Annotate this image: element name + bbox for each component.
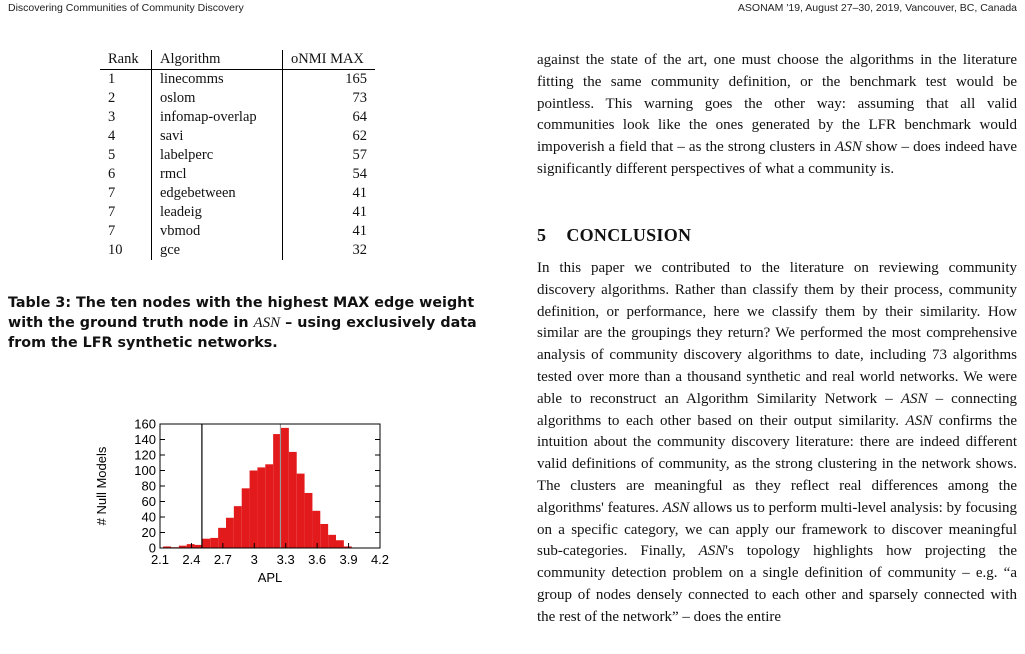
y-tick-label: 160 — [134, 416, 156, 432]
onmi-cell: 54 — [352, 166, 367, 182]
histogram-bar — [265, 464, 273, 548]
table-row — [100, 222, 375, 241]
onmi-cell: 62 — [352, 128, 367, 144]
table-caption — [8, 293, 496, 353]
conclusion-italic-3: ASN — [662, 499, 690, 516]
histogram-bar — [281, 428, 289, 548]
conclusion-text-e: 's topology highlights how projecting the community detection problem on a single definition of community – e.g. “a group of nodes densely connected to each other and sparsely connected with the rest of the network” – does the entire — [537, 543, 1017, 625]
caption-text-end: – using exclusively data from the LFR synthetic networks. — [8, 315, 477, 351]
table-row — [100, 70, 375, 90]
histogram-bar — [202, 539, 210, 548]
algorithm-cell: labelperc — [152, 146, 283, 165]
table-row — [100, 127, 375, 146]
para1-end: show – does indeed have significantly different perspectives of what a community is. — [537, 139, 1017, 177]
table-header-row — [100, 50, 375, 70]
y-tick-label: 100 — [134, 463, 156, 478]
algorithm-cell: leadeig — [152, 203, 283, 222]
conclusion-text-b: – connecting algorithms to each other based on their output similarity. — [537, 390, 1017, 429]
x-tick-label: 4.2 — [370, 552, 390, 567]
table-row — [100, 203, 375, 222]
conclusion-italic-2: ASN — [905, 412, 933, 429]
histogram-bar — [305, 493, 313, 548]
histogram-bar — [234, 506, 242, 548]
histogram-bar — [336, 540, 344, 548]
running-header-venue: ASONAM '19, August 27–30, 2019, Vancouver, BC, Canada — [737, 2, 1017, 14]
x-tick-label: 3 — [250, 552, 258, 567]
algorithm-cell: savi — [152, 127, 283, 146]
caption-italic: ASN — [253, 315, 281, 331]
histogram-bar — [289, 452, 297, 548]
y-tick-label: 0 — [148, 540, 156, 556]
onmi-cell: 57 — [352, 147, 367, 163]
paragraph-benchmark-warning — [537, 50, 1017, 181]
conclusion-text-c: confirms the intuition about the community discovery literature: there are indeed different valid definitions of community, as the strong clustering in the network shows. The clusters are meaningful as they reflect real differences among the algorithms' features. — [537, 412, 1017, 516]
histogram-bar — [187, 544, 195, 548]
histogram-bar — [328, 535, 336, 548]
rank-cell: 7 — [100, 184, 152, 203]
section-title: CONCLUSION — [566, 225, 692, 245]
paragraph-conclusion — [537, 258, 1017, 629]
x-tick-label: 3.9 — [339, 552, 358, 567]
x-tick-label: 2.1 — [150, 552, 170, 567]
conclusion-text-a: In this paper we contributed to the literature on reviewing community discovery algorithms. Rather than classify them by their process, community definition, or performance, here we classify them by their similarity. How similar are the groupings they return? We performed the most comprehensive analysis of community discovery algorithms to date, including 73 algorithms tested over more than a thousand synthetic and real world networks. We were able to reconstruct an Algorithm Similarity Network – — [537, 260, 1017, 407]
rank-cell: 7 — [100, 222, 152, 241]
histogram-bar — [242, 488, 250, 548]
algorithm-cell: linecomms — [152, 70, 283, 90]
algorithm-cell: oslom — [152, 89, 283, 108]
rank-cell: 7 — [100, 203, 152, 222]
table-row — [100, 184, 375, 203]
rank-cell: 6 — [100, 165, 152, 184]
histogram-bar — [257, 467, 265, 548]
histogram-bar — [320, 524, 328, 548]
caption-text: Table 3: The ten nodes with the highest MAX edge weight with the ground truth node in — [8, 295, 475, 331]
conclusion-italic-1: ASN — [900, 390, 928, 407]
onmi-cell: 41 — [352, 223, 367, 239]
x-tick-label: 2.7 — [213, 552, 232, 567]
table-row — [100, 241, 375, 260]
rank-cell: 5 — [100, 146, 152, 165]
rank-cell: 1 — [100, 70, 152, 90]
rank-cell: 3 — [100, 108, 152, 127]
algorithm-cell: vbmod — [152, 222, 283, 241]
para1-italic: ASN — [835, 139, 862, 156]
conclusion-italic-4: ASN — [698, 543, 726, 560]
running-header-title: Discovering Communities of Community Discovery — [8, 2, 244, 14]
algorithm-cell: gce — [152, 241, 283, 260]
onmi-cell: 73 — [352, 90, 367, 106]
onmi-cell: 165 — [345, 71, 367, 87]
y-tick-label: 40 — [141, 509, 156, 525]
para1-text: against the state of the art, one must choose the algorithms in the literature fitting the same community definition, or the benchmark test would be pointless. This warning goes the other way: assuming that all valid communities look like the ones generated by the LFR benchmark would impoverish a field that – as the strong clusters in — [537, 52, 1017, 156]
apl-histogram — [80, 410, 410, 585]
y-axis-label: # Null Models — [94, 446, 109, 526]
x-axis-label: APL — [257, 570, 283, 585]
x-tick-label: 3.3 — [276, 552, 295, 567]
section-number: 5 — [537, 225, 547, 245]
table-row — [100, 146, 375, 165]
x-tick-label: 2.4 — [182, 552, 201, 567]
histogram-bar — [210, 538, 218, 548]
histogram-bar — [250, 471, 258, 549]
table-row — [100, 89, 375, 108]
column-header-rank: Rank — [100, 50, 152, 70]
algorithm-cell: edgebetween — [152, 184, 283, 203]
section-heading-conclusion — [537, 225, 691, 246]
conclusion-text-d: allows us to perform multi-level analysis: by focusing on a specific category, we can apply our framework to discover meaningful sub-categories. Finally, — [537, 499, 1017, 560]
onmi-cell: 41 — [352, 185, 367, 201]
histogram-bar — [312, 511, 320, 548]
histogram-bar — [226, 518, 234, 548]
column-header-onmi: oNMI MAX — [283, 50, 376, 70]
rank-cell: 10 — [100, 241, 152, 260]
histogram-bars — [163, 428, 352, 548]
algorithm-cell: rmcl — [152, 165, 283, 184]
y-tick-label: 20 — [141, 525, 156, 540]
histogram-bar — [273, 434, 281, 548]
histogram-bar — [218, 528, 226, 548]
rank-cell: 4 — [100, 127, 152, 146]
y-tick-label: 80 — [141, 478, 156, 494]
onmi-cell: 64 — [352, 109, 367, 125]
histogram-bar — [297, 474, 305, 548]
x-tick-label: 3.6 — [308, 552, 327, 567]
ranking-table — [100, 50, 375, 260]
table-row — [100, 108, 375, 127]
onmi-cell: 32 — [352, 242, 367, 258]
y-tick-label: 120 — [134, 447, 156, 463]
onmi-cell: 41 — [352, 204, 367, 220]
rank-cell: 2 — [100, 89, 152, 108]
table-row — [100, 165, 375, 184]
y-tick-label: 140 — [134, 432, 156, 447]
algorithm-cell: infomap-overlap — [152, 108, 283, 127]
column-header-algorithm: Algorithm — [152, 50, 283, 70]
y-tick-label: 60 — [141, 494, 156, 509]
